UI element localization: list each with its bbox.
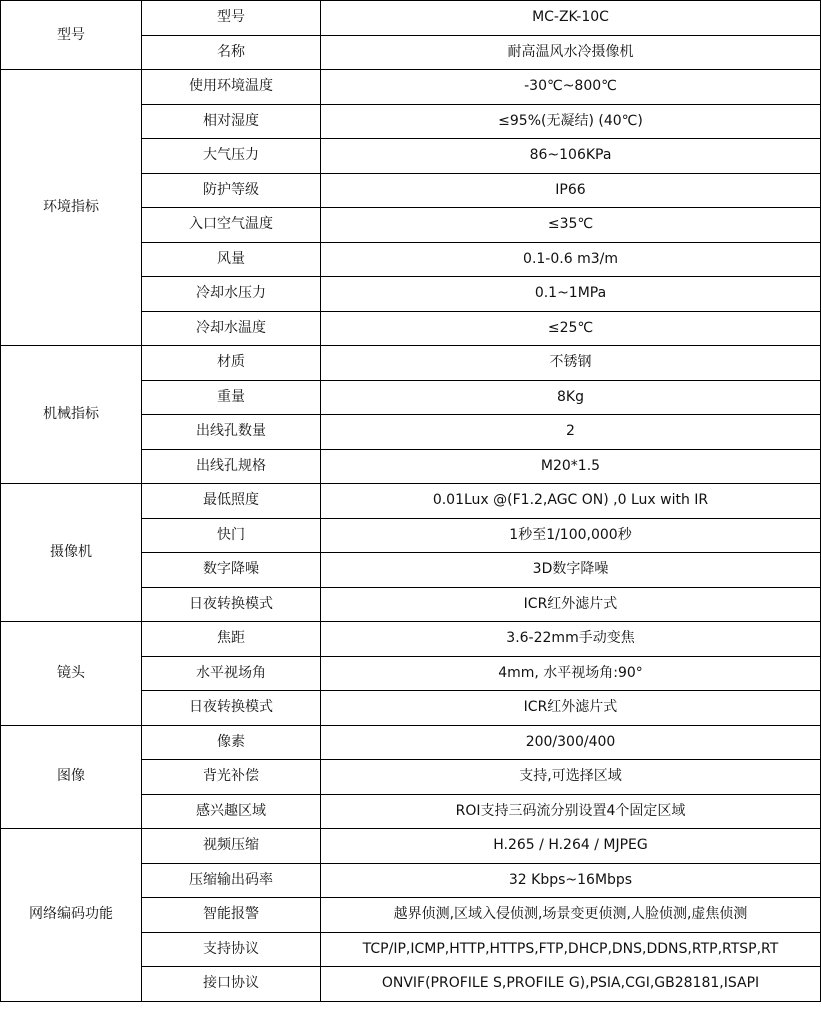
row-label: 相对湿度 (142, 104, 321, 139)
row-value: MC-ZK-10C (321, 1, 821, 36)
table-row (1, 829, 821, 864)
row-label: 使用环境温度 (142, 70, 321, 105)
group-cell-camera: 摄像机 (1, 484, 142, 622)
group-cell-model: 型号 (1, 1, 142, 70)
row-label: 最低照度 (142, 484, 321, 519)
row-value: 1秒至1/100,000秒 (321, 518, 821, 553)
table-row (1, 70, 821, 105)
row-value: 耐高温风水冷摄像机 (321, 35, 821, 70)
row-label: 感兴趣区域 (142, 794, 321, 829)
row-value: ≤35℃ (321, 208, 821, 243)
row-label: 接口协议 (142, 967, 321, 1002)
row-label: 日夜转换模式 (142, 691, 321, 726)
row-value: 2 (321, 415, 821, 450)
row-value: 200/300/400 (321, 725, 821, 760)
row-label: 视频压缩 (142, 829, 321, 864)
row-label: 数字降噪 (142, 553, 321, 588)
row-label: 日夜转换模式 (142, 587, 321, 622)
group-cell-network-encoding: 网络编码功能 (1, 829, 142, 1002)
row-value: TCP/IP,ICMP,HTTP,HTTPS,FTP,DHCP,DNS,DDNS,RTP,RTSP,RT (321, 932, 821, 967)
row-value: 86~106KPa (321, 139, 821, 174)
table-row (1, 484, 821, 519)
row-label: 冷却水压力 (142, 277, 321, 312)
row-value: 0.1-0.6 m3/m (321, 242, 821, 277)
group-cell-image: 图像 (1, 725, 142, 829)
row-label: 名称 (142, 35, 321, 70)
row-label: 水平视场角 (142, 656, 321, 691)
row-value: 4mm, 水平视场角:90° (321, 656, 821, 691)
row-label: 型号 (142, 1, 321, 36)
row-label: 重量 (142, 380, 321, 415)
row-label: 背光补偿 (142, 760, 321, 795)
row-label: 焦距 (142, 622, 321, 657)
spec-table-body (1, 1, 821, 1002)
row-label: 出线孔规格 (142, 449, 321, 484)
row-value: 8Kg (321, 380, 821, 415)
row-label: 出线孔数量 (142, 415, 321, 450)
row-value: IP66 (321, 173, 821, 208)
row-label: 快门 (142, 518, 321, 553)
row-label: 智能报警 (142, 898, 321, 933)
row-value: 3.6-22mm手动变焦 (321, 622, 821, 657)
table-row (1, 622, 821, 657)
row-label: 风量 (142, 242, 321, 277)
table-row (1, 346, 821, 381)
row-value: 3D数字降噪 (321, 553, 821, 588)
group-cell-environment: 环境指标 (1, 70, 142, 346)
row-value: 32 Kbps~16Mbps (321, 863, 821, 898)
group-cell-lens: 镜头 (1, 622, 142, 726)
row-value: ICR红外滤片式 (321, 587, 821, 622)
row-value: M20*1.5 (321, 449, 821, 484)
row-value: H.265 / H.264 / MJPEG (321, 829, 821, 864)
row-label: 材质 (142, 346, 321, 381)
row-value: ONVIF(PROFILE S,PROFILE G),PSIA,CGI,GB28181,ISAPI (321, 967, 821, 1002)
row-label: 冷却水温度 (142, 311, 321, 346)
row-value: ≤95%(无凝结) (40℃) (321, 104, 821, 139)
row-value: 0.1~1MPa (321, 277, 821, 312)
row-value: 不锈钢 (321, 346, 821, 381)
table-row (1, 1, 821, 36)
row-value: ROI支持三码流分别设置4个固定区域 (321, 794, 821, 829)
row-label: 压缩输出码率 (142, 863, 321, 898)
row-value: 0.01Lux @(F1.2,AGC ON) ,0 Lux with IR (321, 484, 821, 519)
row-label: 大气压力 (142, 139, 321, 174)
row-label: 像素 (142, 725, 321, 760)
row-label: 入口空气温度 (142, 208, 321, 243)
row-value: 支持,可选择区域 (321, 760, 821, 795)
table-row (1, 725, 821, 760)
row-value: ICR红外滤片式 (321, 691, 821, 726)
group-cell-mechanical: 机械指标 (1, 346, 142, 484)
row-value: -30℃~800℃ (321, 70, 821, 105)
row-value: 越界侦测,区域入侵侦测,场景变更侦测,人脸侦测,虚焦侦测 (321, 898, 821, 933)
row-label: 支持协议 (142, 932, 321, 967)
row-value: ≤25℃ (321, 311, 821, 346)
row-label: 防护等级 (142, 173, 321, 208)
